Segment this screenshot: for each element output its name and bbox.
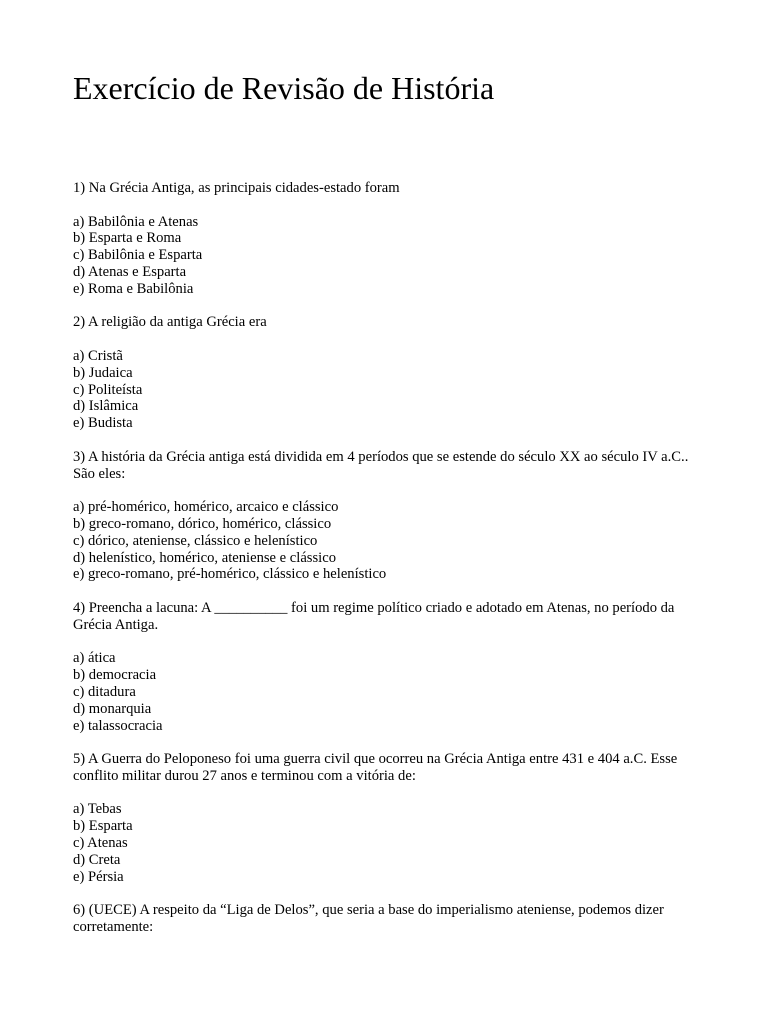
option-a: a) Babilônia e Atenas [73, 213, 199, 230]
option-d: d) helenístico, homérico, ateniense e clássico [73, 549, 336, 566]
options-list [73, 499, 713, 583]
option-c: c) dórico, ateniense, clássico e helenístico [73, 532, 318, 549]
option-b: b) democracia [73, 667, 157, 684]
question-text: 5) A Guerra do Peloponeso foi uma guerra civil que ocorreu na Grécia Antiga entre 431 e 404 a.C. Esse conflito militar durou 27 anos e terminou com a vitória de: [73, 751, 678, 784]
option-d: d) Islâmica [73, 398, 139, 415]
question-1 [73, 180, 713, 298]
option-d: d) Atenas e Esparta [73, 263, 187, 280]
options-list [73, 214, 713, 298]
option-c: c) ditadura [73, 683, 136, 700]
question-text: 2) A religião da antiga Grécia era [73, 314, 267, 331]
question-2 [73, 314, 713, 432]
options-list [73, 801, 713, 885]
option-c: c) Babilônia e Esparta [73, 247, 203, 264]
option-e: e) greco-romano, pré-homérico, clássico e helenístico [73, 566, 387, 583]
option-b: b) Esparta [73, 818, 133, 835]
questions-list [73, 180, 713, 953]
option-a: a) ática [73, 650, 116, 667]
option-c: c) Atenas [73, 835, 128, 852]
question-5 [73, 751, 713, 885]
options-list [73, 650, 713, 734]
options-list [73, 348, 713, 432]
option-a: a) pré-homérico, homérico, arcaico e clássico [73, 499, 339, 516]
option-b: b) greco-romano, dórico, homérico, clássico [73, 515, 332, 532]
option-d: d) monarquia [73, 700, 152, 717]
option-d: d) Creta [73, 851, 121, 868]
option-a: a) Cristã [73, 347, 123, 364]
option-e: e) Roma e Babilônia [73, 280, 194, 297]
question-text: 4) Preencha a lacuna: A __________ foi um regime político criado e adotado em Atenas, no período da Grécia Antiga. [73, 599, 675, 633]
option-e: e) Pérsia [73, 868, 124, 885]
question-text: 1) Na Grécia Antiga, as principais cidades-estado foram [73, 180, 400, 196]
option-b: b) Judaica [73, 364, 133, 381]
question-text: 6) (UECE) A respeito da “Liga de Delos”, que seria a base do imperialismo ateniense, podemos dizer corretamente: [73, 902, 664, 936]
option-a: a) Tebas [73, 801, 122, 818]
option-c: c) Politeísta [73, 381, 143, 398]
question-text: 3) A história da Grécia antiga está dividida em 4 períodos que se estende do século XX ao século IV a.C.. São eles: [73, 448, 689, 482]
option-e: e) Budista [73, 415, 133, 432]
question-3 [73, 449, 713, 583]
option-b: b) Esparta e Roma [73, 230, 182, 247]
page-title: Exercício de Revisão de História [73, 70, 495, 106]
question-4 [73, 600, 713, 734]
option-e: e) talassocracia [73, 717, 163, 734]
question-6 [73, 902, 713, 936]
